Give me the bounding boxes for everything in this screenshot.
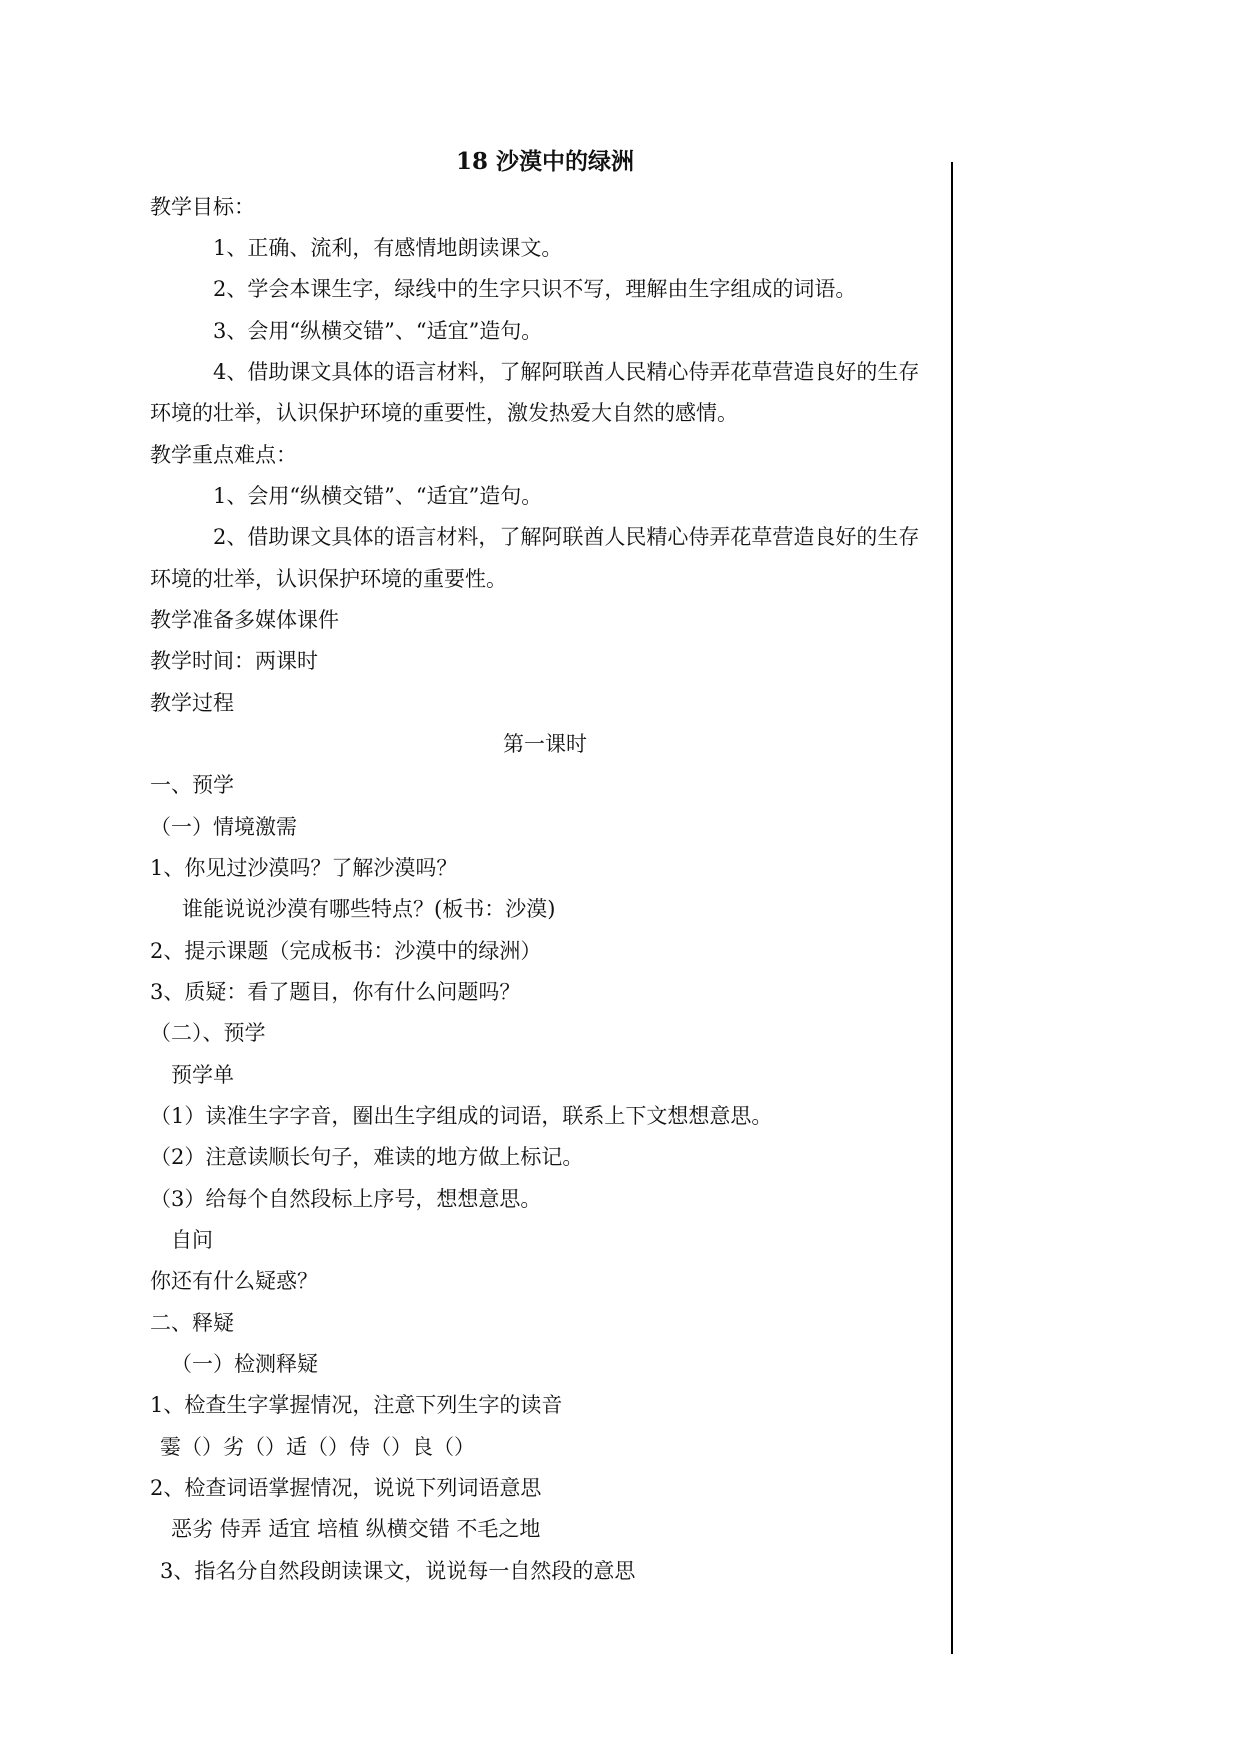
section2-item: 2、检查词语掌握情况，说说下列词语意思 (150, 1476, 542, 1500)
lesson-heading: 第一课时 (503, 732, 587, 756)
key-point-item-continued: 环境的壮举，认识保护环境的重要性。 (150, 567, 507, 591)
key-point-item: 1、会用“纵横交错”、“适宜”造句。 (213, 484, 543, 508)
section1-item: 1、你见过沙漠吗？了解沙漠吗？ (150, 856, 458, 880)
self-ask-question: 你还有什么疑惑？ (150, 1269, 318, 1293)
section1-subheading: （一）情境激需 (150, 815, 297, 839)
preview-sheet-heading: 预学单 (171, 1063, 234, 1087)
section2-subheading: （一）检测释疑 (171, 1352, 318, 1376)
goals-heading: 教学目标： (150, 195, 255, 219)
goal-item: 4、借助课文具体的语言材料，了解阿联酋人民精心侍弄花草营造良好的生存 (213, 360, 920, 384)
section2-heading: 二、释疑 (150, 1311, 234, 1335)
section1-item: 3、质疑：看了题目，你有什么问题吗？ (150, 980, 521, 1004)
preview-sheet-item: （2）注意读顺长句子，难读的地方做上标记。 (150, 1145, 584, 1169)
document-title: 18 沙漠中的绿洲 (455, 148, 634, 175)
section1-subheading-2: （二）、预学 (150, 1021, 266, 1045)
goal-item: 2、学会本课生字，绿线中的生字只识不写，理解由生字组成的词语。 (213, 277, 857, 301)
key-point-item: 2、借助课文具体的语言材料，了解阿联酋人民精心侍弄花草营造良好的生存 (213, 525, 920, 549)
section2-item: 1、检查生字掌握情况，注意下列生字的读音 (150, 1393, 563, 1417)
preview-sheet-item: （1）读准生字字音，圈出生字组成的词语，联系上下文想想意思。 (150, 1104, 773, 1128)
vocabulary-list: 恶劣 侍弄 适宜 培植 纵横交错 不毛之地 (171, 1517, 541, 1541)
key-points-heading: 教学重点难点： (150, 443, 297, 467)
preview-sheet-item: （3）给每个自然段标上序号，想想意思。 (150, 1187, 542, 1211)
section1-item: 谁能说说沙漠有哪些特点？(板书：沙漠) (182, 897, 556, 921)
character-pronunciation-list: 霎（）劣（）适（）侍（）良（） (160, 1435, 475, 1459)
section1-item: 2、提示课题（完成板书：沙漠中的绿洲） (150, 939, 542, 963)
section1-heading: 一、预学 (150, 773, 234, 797)
goal-item: 1、正确、流利，有感情地朗读课文。 (213, 236, 563, 260)
section2-item: 3、指名分自然段朗读课文，说说每一自然段的意思 (160, 1559, 636, 1583)
self-ask-heading: 自问 (171, 1228, 213, 1252)
goal-item-continued: 环境的壮举，认识保护环境的重要性，激发热爱大自然的感情。 (150, 401, 738, 425)
process-heading: 教学过程 (150, 691, 234, 715)
teaching-preparation: 教学准备多媒体课件 (150, 608, 339, 632)
teaching-time: 教学时间：两课时 (150, 649, 318, 673)
goal-item: 3、会用“纵横交错”、“适宜”造句。 (213, 319, 543, 343)
right-margin-rule (951, 162, 953, 1654)
